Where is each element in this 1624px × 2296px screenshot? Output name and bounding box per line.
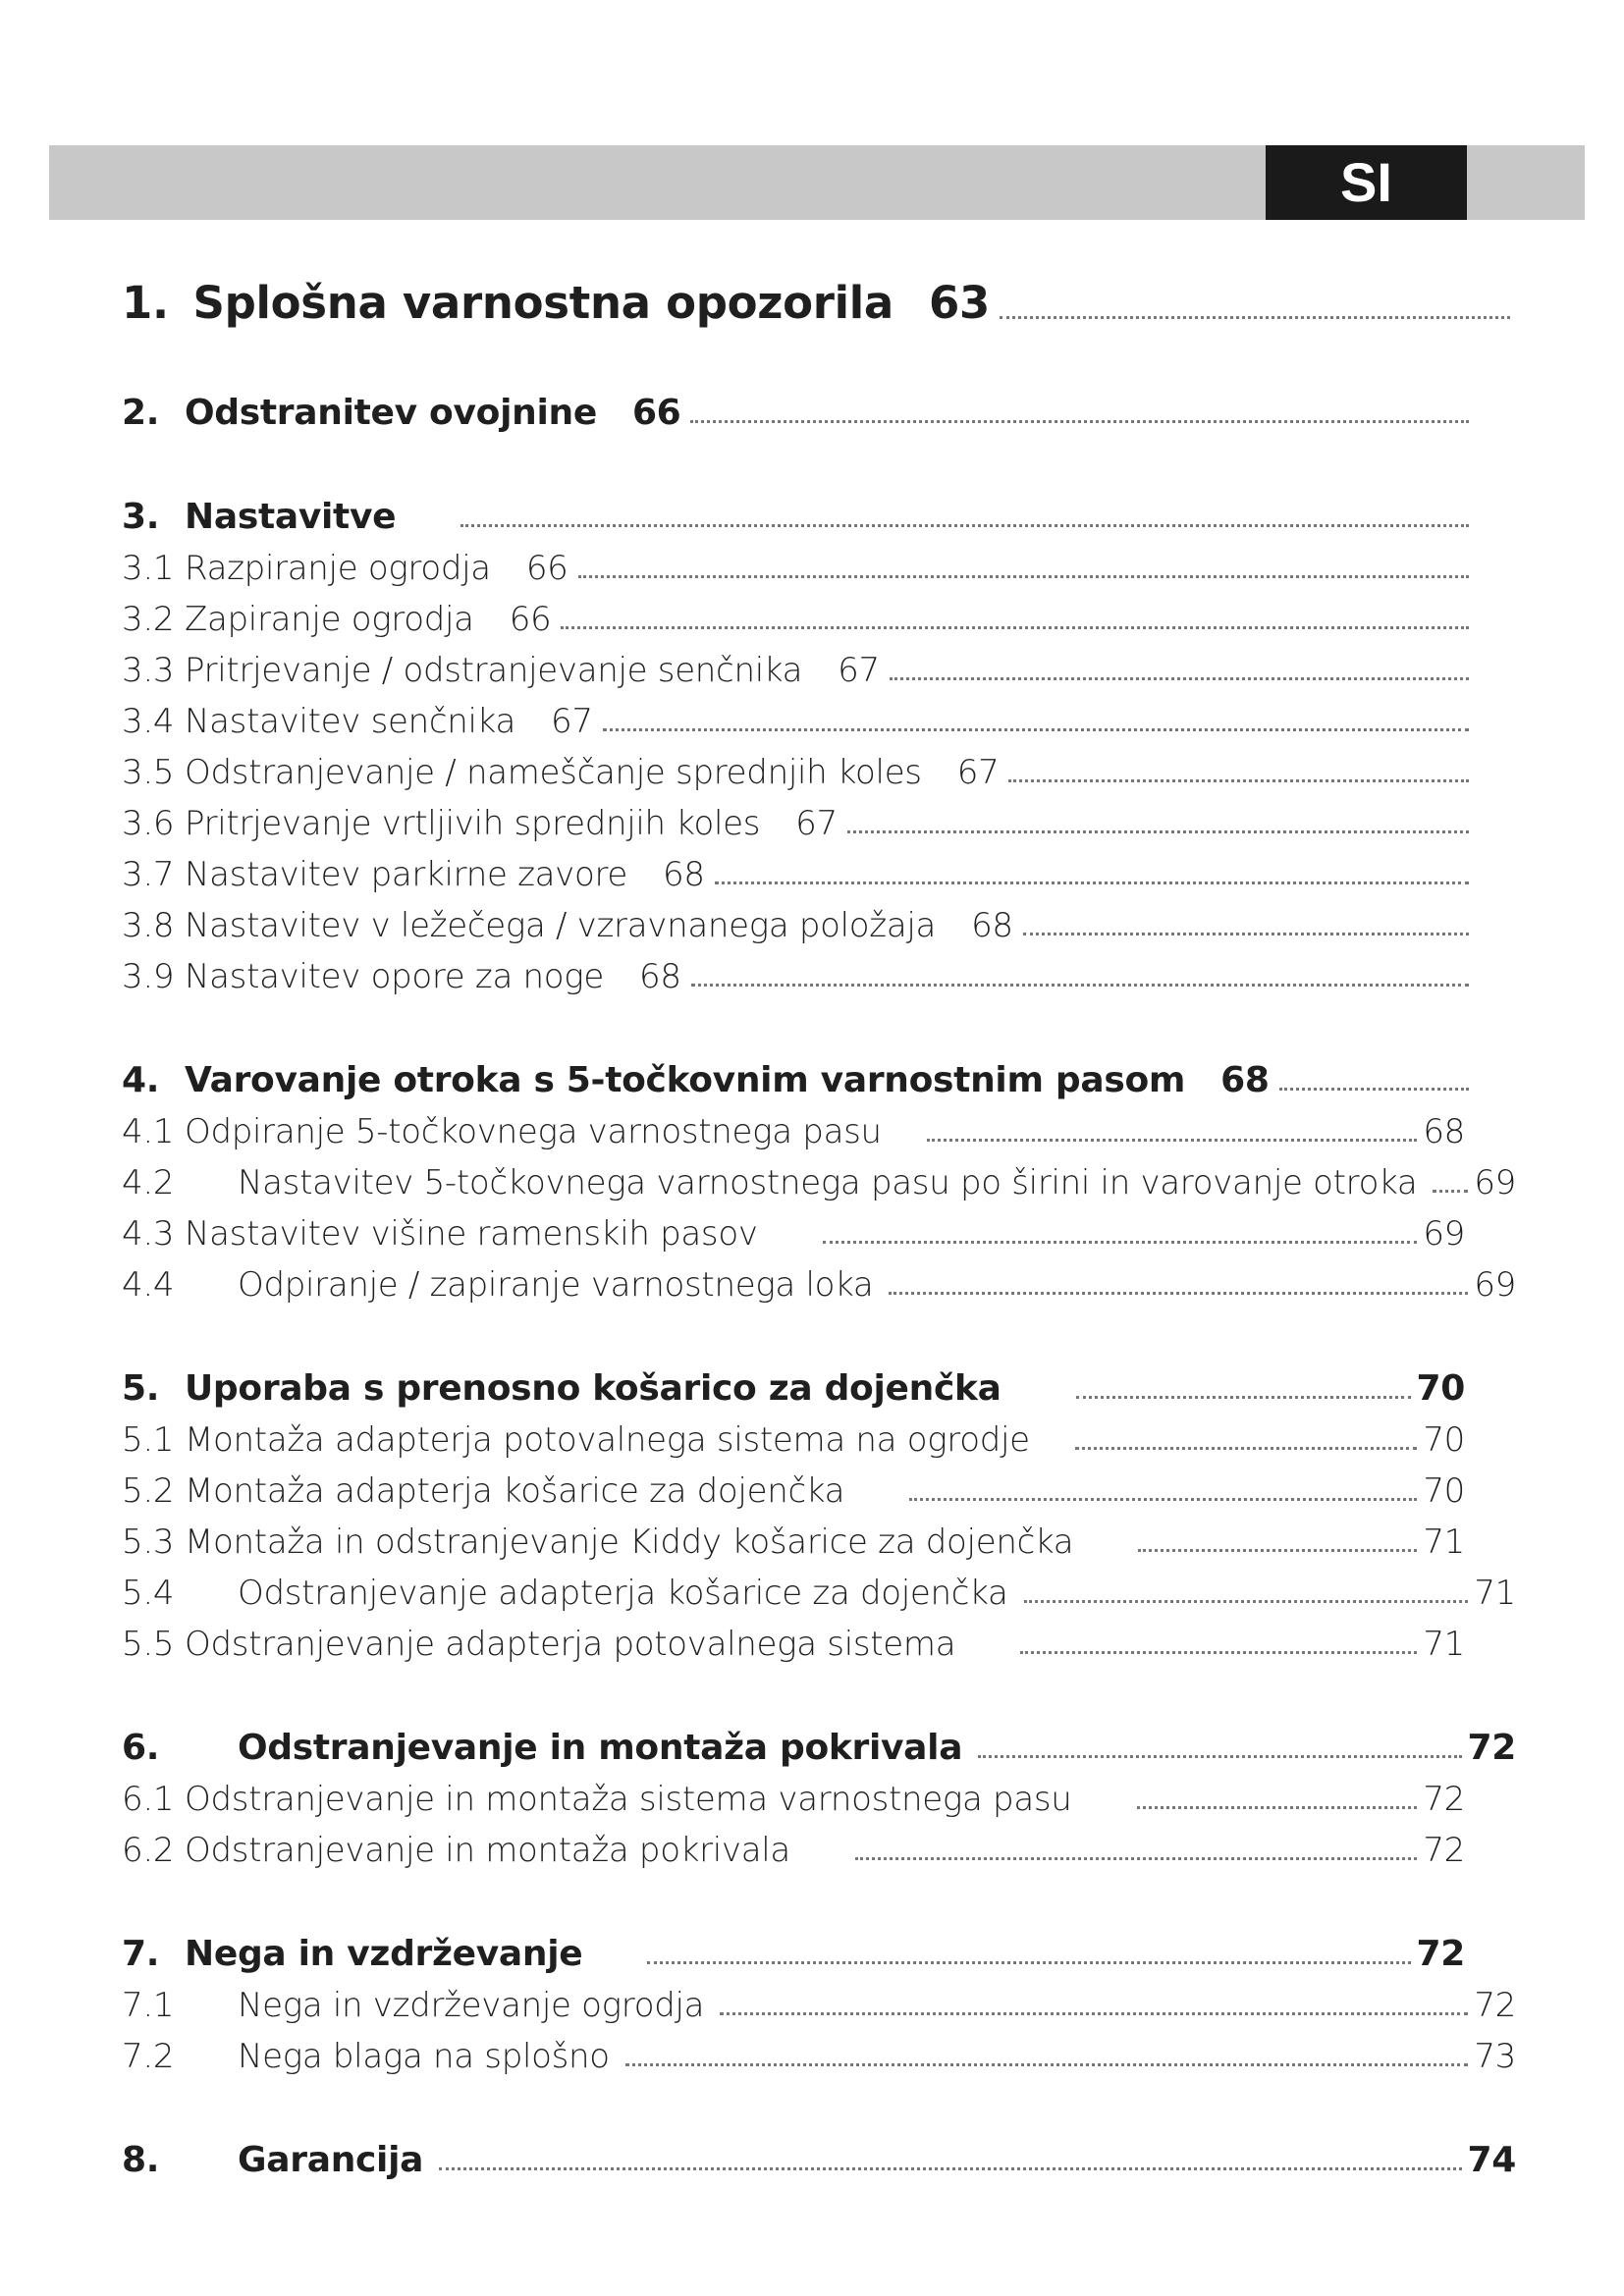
toc-title: Nega blaga na splošno bbox=[238, 2037, 610, 2076]
toc-title: Odstranitev ovojnine bbox=[185, 393, 597, 433]
dot-leader bbox=[625, 2063, 1469, 2066]
toc-heading[interactable] bbox=[122, 1715, 1516, 1768]
dot-leader bbox=[978, 1755, 1461, 1758]
toc-number: 1. bbox=[122, 277, 169, 329]
dot-leader bbox=[691, 984, 1469, 987]
toc-page: 74 bbox=[1467, 2140, 1516, 2180]
toc-title: Varovanje otroka s 5-točkovnim varnostnim pasom bbox=[185, 1060, 1186, 1100]
toc-page: 72 bbox=[1416, 1934, 1465, 1974]
toc-title: Nastavitev parkirne zavore bbox=[185, 855, 628, 894]
toc-heading[interactable] bbox=[122, 1356, 1516, 1409]
toc-page: 68 bbox=[971, 906, 1013, 945]
dot-leader bbox=[690, 420, 1469, 423]
dot-leader bbox=[927, 1139, 1418, 1142]
dot-leader bbox=[578, 575, 1470, 578]
toc-page: 72 bbox=[1474, 1986, 1516, 2025]
toc-heading[interactable] bbox=[122, 1047, 1516, 1100]
toc-section-5 bbox=[122, 1356, 1516, 1664]
toc-title: Pritrjevanje / odstranjevanje senčnika bbox=[185, 651, 803, 690]
toc-number: 3.4 bbox=[122, 702, 175, 741]
toc-page: 67 bbox=[838, 651, 880, 690]
toc-item[interactable] bbox=[122, 1613, 1516, 1664]
dot-leader bbox=[855, 1857, 1417, 1860]
dot-leader bbox=[1020, 1651, 1417, 1654]
toc-item[interactable] bbox=[122, 1460, 1516, 1511]
language-badge: SI bbox=[1266, 145, 1467, 220]
toc-number: 7.1 bbox=[122, 1986, 175, 2025]
toc-number: 3. bbox=[122, 497, 160, 537]
toc-item[interactable] bbox=[122, 1409, 1516, 1460]
toc-page: 71 bbox=[1423, 1522, 1465, 1562]
toc-item[interactable] bbox=[122, 639, 1516, 690]
dot-leader bbox=[1076, 1396, 1411, 1399]
toc-section-3 bbox=[122, 484, 1516, 996]
dot-leader bbox=[720, 2012, 1468, 2015]
toc-item[interactable] bbox=[122, 1151, 1516, 1202]
toc-heading[interactable] bbox=[122, 260, 1516, 329]
toc-title: Odstranjevanje in montaža pokrivala bbox=[185, 1831, 790, 1870]
toc-title: Pritrjevanje vrtljivih sprednjih koles bbox=[185, 804, 761, 843]
toc-item[interactable] bbox=[122, 1768, 1516, 1819]
toc-section-2 bbox=[122, 380, 1516, 433]
toc-page: 67 bbox=[551, 702, 593, 741]
toc-number: 3.5 bbox=[122, 753, 175, 792]
dot-leader bbox=[439, 2167, 1461, 2170]
toc-number: 6. bbox=[122, 1728, 160, 1768]
toc-number: 6.2 bbox=[122, 1831, 175, 1870]
toc-item[interactable] bbox=[122, 741, 1516, 792]
toc-item[interactable] bbox=[122, 1100, 1516, 1151]
toc-number: 5.1 bbox=[122, 1420, 175, 1460]
toc-number: 3.3 bbox=[122, 651, 175, 690]
toc-section-1 bbox=[122, 260, 1516, 329]
toc-title: Odpiranje 5-točkovnega varnostnega pasu bbox=[185, 1112, 882, 1151]
toc-item[interactable] bbox=[122, 690, 1516, 741]
toc-item[interactable] bbox=[122, 792, 1516, 843]
dot-leader bbox=[647, 1961, 1410, 1964]
toc-title: Nega in vzdrževanje ogrodja bbox=[238, 1986, 705, 2025]
toc-page: 71 bbox=[1474, 1574, 1516, 1613]
toc-heading[interactable] bbox=[122, 1921, 1516, 1974]
toc-number: 5.5 bbox=[122, 1625, 175, 1664]
toc-page: 72 bbox=[1423, 1780, 1465, 1819]
toc-title: Montaža adapterja košarice za dojenčka bbox=[185, 1471, 845, 1511]
toc-number: 3.6 bbox=[122, 804, 175, 843]
toc-page: 63 bbox=[928, 277, 990, 329]
toc-heading[interactable] bbox=[122, 2127, 1516, 2180]
dot-leader bbox=[1433, 1190, 1468, 1193]
toc-item[interactable] bbox=[122, 894, 1516, 945]
toc-number: 5.4 bbox=[122, 1574, 175, 1613]
toc-title: Splošna varnostna opozorila bbox=[192, 277, 893, 329]
toc-page: 70 bbox=[1423, 1471, 1465, 1511]
dot-leader bbox=[715, 881, 1469, 884]
toc-number: 2. bbox=[122, 393, 160, 433]
dot-leader bbox=[460, 524, 1469, 527]
toc-title: Nastavitev opore za noge bbox=[185, 957, 604, 996]
toc-title: Montaža in odstranjevanje Kiddy košarice za dojenčka bbox=[185, 1522, 1074, 1562]
toc-item[interactable] bbox=[122, 537, 1516, 588]
toc-item[interactable] bbox=[122, 1819, 1516, 1870]
toc-item[interactable] bbox=[122, 1511, 1516, 1562]
toc-page: 73 bbox=[1474, 2037, 1516, 2076]
toc-item[interactable] bbox=[122, 945, 1516, 996]
toc-page: 70 bbox=[1423, 1420, 1465, 1460]
toc-number: 7. bbox=[122, 1934, 160, 1974]
toc-heading[interactable] bbox=[122, 380, 1516, 433]
toc-title: Nega in vzdrževanje bbox=[185, 1934, 583, 1974]
toc-number: 4.4 bbox=[122, 1265, 175, 1305]
dot-leader bbox=[1023, 933, 1469, 935]
toc-number: 7.2 bbox=[122, 2037, 175, 2076]
toc-number: 4. bbox=[122, 1060, 160, 1100]
toc-title: Odstranjevanje in montaža pokrivala bbox=[238, 1728, 963, 1768]
toc-page: 69 bbox=[1423, 1214, 1465, 1254]
toc-section-6 bbox=[122, 1715, 1516, 1870]
toc-number: 4.1 bbox=[122, 1112, 175, 1151]
toc-title: Montaža adapterja potovalnega sistema na ogrodje bbox=[185, 1420, 1030, 1460]
toc-number: 6.1 bbox=[122, 1780, 175, 1819]
toc-number: 4.2 bbox=[122, 1163, 175, 1202]
toc-title: Uporaba s prenosno košarico za dojenčka bbox=[185, 1368, 1001, 1409]
toc-item[interactable] bbox=[122, 843, 1516, 894]
toc-title: Nastavitev 5-točkovnega varnostnega pasu po širini in varovanje otroka bbox=[238, 1163, 1418, 1202]
toc-heading[interactable] bbox=[122, 484, 1516, 537]
dot-leader bbox=[1075, 1447, 1418, 1450]
toc-title: Nastavitve bbox=[185, 497, 397, 537]
toc-title: Odstranjevanje in montaža sistema varnostnega pasu bbox=[185, 1780, 1072, 1819]
toc-title: Odstranjevanje adapterja košarice za dojenčka bbox=[238, 1574, 1008, 1613]
dot-leader bbox=[1138, 1549, 1417, 1552]
toc-page: 66 bbox=[525, 549, 568, 588]
dot-leader bbox=[890, 677, 1469, 680]
dot-leader bbox=[561, 626, 1469, 629]
toc-page: 70 bbox=[1416, 1368, 1465, 1409]
dot-leader bbox=[1137, 1806, 1418, 1809]
toc-page: 67 bbox=[795, 804, 838, 843]
dot-leader bbox=[909, 1498, 1417, 1501]
toc-page: 72 bbox=[1467, 1728, 1516, 1768]
toc-page: 68 bbox=[639, 957, 681, 996]
dot-leader bbox=[889, 1292, 1468, 1295]
toc-number: 3.1 bbox=[122, 549, 175, 588]
toc-number: 3.7 bbox=[122, 855, 175, 894]
toc-number: 4.3 bbox=[122, 1214, 175, 1254]
toc-page: 68 bbox=[1220, 1060, 1270, 1100]
toc-page: 68 bbox=[1423, 1112, 1465, 1151]
toc-page: 72 bbox=[1423, 1831, 1465, 1870]
toc-page: 67 bbox=[956, 753, 1000, 792]
toc-item[interactable] bbox=[122, 1202, 1516, 1254]
toc-page: 66 bbox=[509, 600, 552, 639]
toc-number: 5. bbox=[122, 1368, 160, 1409]
toc-page: 69 bbox=[1474, 1163, 1516, 1202]
toc-section-8 bbox=[122, 2127, 1516, 2180]
toc-page: 69 bbox=[1474, 1265, 1516, 1305]
toc-section-7 bbox=[122, 1921, 1516, 2076]
toc-title: Razpiranje ogrodja bbox=[185, 549, 491, 588]
table-of-contents bbox=[122, 260, 1516, 2231]
dot-leader bbox=[1024, 1600, 1469, 1603]
dot-leader bbox=[1000, 316, 1510, 319]
dot-leader bbox=[847, 830, 1469, 833]
toc-number: 8. bbox=[122, 2140, 160, 2180]
toc-page: 71 bbox=[1423, 1625, 1465, 1664]
toc-page: 66 bbox=[631, 393, 681, 433]
toc-title: Zapiranje ogrodja bbox=[185, 600, 474, 639]
toc-title: Odpiranje / zapiranje varnostnega loka bbox=[238, 1265, 874, 1305]
toc-title: Odstranjevanje adapterja potovalnega sistema bbox=[185, 1625, 956, 1664]
dot-leader bbox=[1279, 1088, 1469, 1091]
toc-title: Garancija bbox=[238, 2140, 424, 2180]
toc-number: 5.2 bbox=[122, 1471, 175, 1511]
toc-item[interactable] bbox=[122, 2025, 1516, 2076]
dot-leader bbox=[823, 1241, 1418, 1244]
toc-page: 68 bbox=[663, 855, 705, 894]
toc-number: 3.9 bbox=[122, 957, 175, 996]
toc-item[interactable] bbox=[122, 588, 1516, 639]
toc-item[interactable] bbox=[122, 1974, 1516, 2025]
toc-title: Nastavitev senčnika bbox=[185, 702, 515, 741]
toc-title: Nastavitev višine ramenskih pasov bbox=[185, 1214, 758, 1254]
dot-leader bbox=[603, 728, 1469, 731]
toc-title: Odstranjevanje / nameščanje sprednjih koles bbox=[185, 753, 922, 792]
toc-item[interactable] bbox=[122, 1254, 1516, 1305]
toc-number: 3.8 bbox=[122, 906, 175, 945]
toc-section-4 bbox=[122, 1047, 1516, 1305]
toc-item[interactable] bbox=[122, 1562, 1516, 1613]
dot-leader bbox=[1008, 779, 1469, 782]
toc-title: Nastavitev v ležečega / vzravnanega položaja bbox=[185, 906, 937, 945]
toc-number: 5.3 bbox=[122, 1522, 175, 1562]
toc-number: 3.2 bbox=[122, 600, 175, 639]
